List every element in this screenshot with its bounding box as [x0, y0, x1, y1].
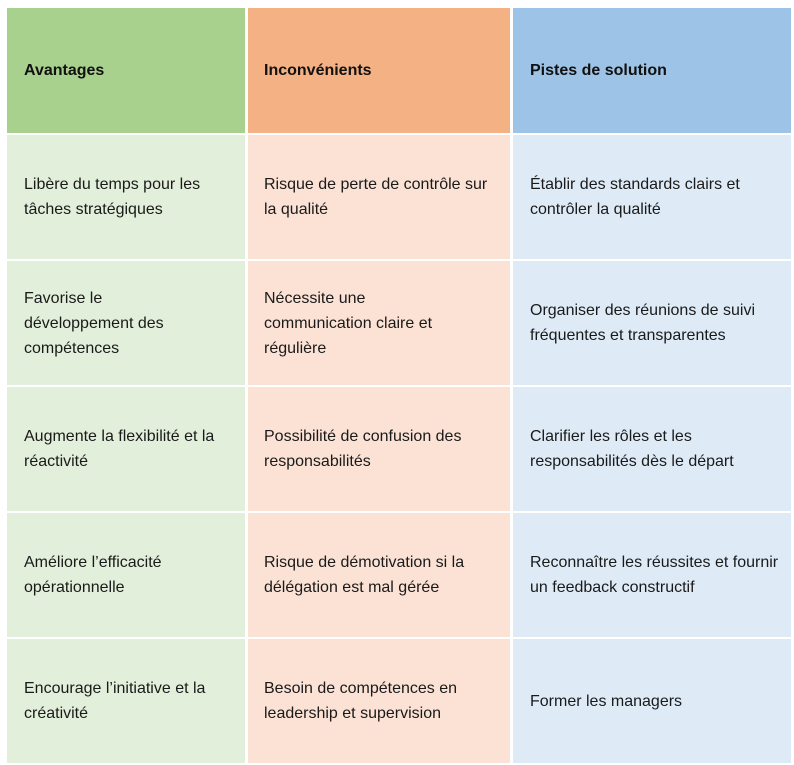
header-advantages — [7, 8, 245, 133]
header-label: Avantages — [24, 62, 105, 79]
cell-text: Nécessite une communication claire et régulière — [264, 289, 433, 357]
cell-solution — [513, 639, 791, 763]
cell-solution — [513, 261, 791, 385]
cell-text: Encourage l’initiative et la créativité — [24, 680, 206, 722]
cell-solution — [513, 513, 791, 637]
cell-text: Organiser des réunions de suivi fréquentes et transparentes — [530, 302, 756, 344]
cell-disadvantage — [248, 513, 510, 637]
cell-text: Libère du temps pour les tâches stratégiques — [24, 176, 201, 218]
cell-text: Reconnaître les réussites et fournir un feedback constructif — [530, 554, 779, 596]
cell-disadvantage — [248, 261, 510, 385]
cell-text: Possibilité de confusion des responsabilités — [264, 428, 462, 470]
cell-advantage — [7, 135, 245, 259]
header-solutions — [513, 8, 791, 133]
cell-disadvantage — [248, 387, 510, 511]
cell-text: Favorise le développement des compétences — [24, 289, 164, 357]
cell-advantage — [7, 387, 245, 511]
cell-text: Établir des standards clairs et contrôler la qualité — [530, 176, 740, 218]
cell-advantage — [7, 639, 245, 763]
cell-text: Besoin de compétences en leadership et supervision — [264, 680, 458, 722]
cell-text: Améliore l’efficacité opérationnelle — [24, 554, 162, 596]
cell-solution — [513, 135, 791, 259]
comparison-table — [7, 8, 791, 763]
cell-text: Risque de perte de contrôle sur la qualité — [264, 176, 488, 218]
cell-text: Risque de démotivation si la délégation est mal gérée — [264, 554, 465, 596]
cell-solution — [513, 387, 791, 511]
header-disadvantages — [248, 8, 510, 133]
cell-disadvantage — [248, 135, 510, 259]
cell-advantage — [7, 513, 245, 637]
cell-disadvantage — [248, 639, 510, 763]
header-label: Inconvénients — [264, 62, 372, 79]
header-label: Pistes de solution — [530, 62, 667, 79]
cell-text: Augmente la flexibilité et la réactivité — [24, 428, 215, 470]
cell-text: Clarifier les rôles et les responsabilités dès le départ — [530, 428, 734, 470]
cell-text: Former les managers — [530, 692, 683, 710]
cell-advantage — [7, 261, 245, 385]
